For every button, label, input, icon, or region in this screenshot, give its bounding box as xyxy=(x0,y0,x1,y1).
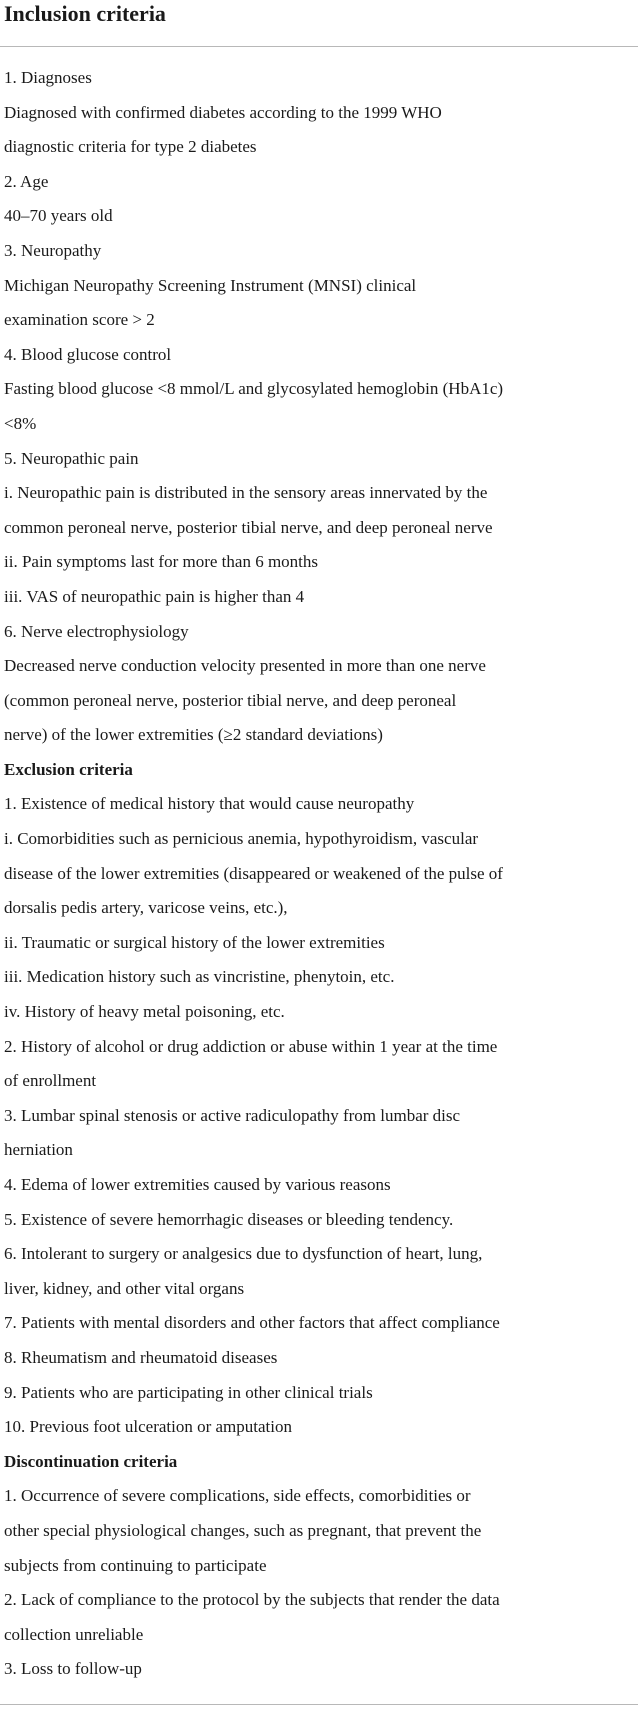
criteria-line: 10. Previous foot ulceration or amputation xyxy=(4,1417,292,1437)
criteria-line: (common peroneal nerve, posterior tibial nerve, and deep peroneal xyxy=(4,690,457,710)
criteria-line: iii. VAS of neuropathic pain is higher than 4 xyxy=(4,586,305,606)
criteria-line: 2. Lack of compliance to the protocol by the subjects that render the data xyxy=(4,1590,500,1610)
criteria-line: 1. Occurrence of severe complications, side effects, comorbidities or xyxy=(4,1486,471,1506)
criteria-line: of enrollment xyxy=(4,1071,97,1091)
criteria-line: 3. Lumbar spinal stenosis or active radiculopathy from lumbar disc xyxy=(4,1105,461,1125)
section-heading: Discontinuation criteria xyxy=(4,1451,178,1471)
top-rule xyxy=(0,46,638,47)
criteria-line: 3. Neuropathy xyxy=(4,240,102,260)
criteria-line: 1. Existence of medical history that would cause neuropathy xyxy=(4,794,415,814)
criteria-line: common peroneal nerve, posterior tibial nerve, and deep peroneal nerve xyxy=(4,517,493,537)
criteria-line: ii. Pain symptoms last for more than 6 months xyxy=(4,552,319,572)
criteria-line: 5. Neuropathic pain xyxy=(4,448,139,468)
criteria-line: 6. Intolerant to surgery or analgesics due to dysfunction of heart, lung, xyxy=(4,1244,483,1264)
criteria-line: Fasting blood glucose <8 mmol/L and glycosylated hemoglobin (HbA1c) xyxy=(4,379,504,399)
criteria-line: 8. Rheumatism and rheumatoid diseases xyxy=(4,1347,278,1367)
criteria-line: Decreased nerve conduction velocity presented in more than one nerve xyxy=(4,656,486,676)
criteria-list xyxy=(4,61,630,1687)
criteria-line: herniation xyxy=(4,1140,73,1160)
criteria-line: Diagnosed with confirmed diabetes according to the 1999 WHO xyxy=(4,102,442,122)
criteria-line: i. Comorbidities such as pernicious anemia, hypothyroidism, vascular xyxy=(4,829,479,849)
bottom-rule xyxy=(0,1704,638,1705)
criteria-line: 1. Diagnoses xyxy=(4,68,92,87)
criteria-line: collection unreliable xyxy=(4,1624,144,1644)
criteria-line: examination score > 2 xyxy=(4,310,155,330)
criteria-line: iv. History of heavy metal poisoning, etc. xyxy=(4,1002,285,1022)
criteria-line: 9. Patients who are participating in other clinical trials xyxy=(4,1382,373,1402)
criteria-line: nerve) of the lower extremities (≥2 standard deviations) xyxy=(4,725,383,745)
criteria-line: 3. Loss to follow-up xyxy=(4,1659,142,1679)
criteria-line: dorsalis pedis artery, varicose veins, etc.), xyxy=(4,898,288,918)
criteria-line: diagnostic criteria for type 2 diabetes xyxy=(4,137,257,157)
criteria-line: 7. Patients with mental disorders and other factors that affect compliance xyxy=(4,1313,500,1333)
criteria-line: i. Neuropathic pain is distributed in the sensory areas innervated by the xyxy=(4,483,488,503)
criteria-line: iii. Medication history such as vincristine, phenytoin, etc. xyxy=(4,967,395,987)
criteria-line: 2. Age xyxy=(4,171,49,191)
criteria-line: subjects from continuing to participate xyxy=(4,1555,267,1575)
criteria-line: 4. Blood glucose control xyxy=(4,344,172,364)
criteria-line: 40–70 years old xyxy=(4,206,113,226)
criteria-line: <8% xyxy=(4,413,37,433)
criteria-line: 2. History of alcohol or drug addiction or abuse within 1 year at the time xyxy=(4,1036,498,1056)
criteria-line: disease of the lower extremities (disappeared or weakened of the pulse of xyxy=(4,863,503,883)
criteria-line: other special physiological changes, such as pregnant, that prevent the xyxy=(4,1520,482,1540)
criteria-line: 5. Existence of severe hemorrhagic diseases or bleeding tendency. xyxy=(4,1209,454,1229)
criteria-line: 4. Edema of lower extremities caused by various reasons xyxy=(4,1175,391,1194)
criteria-line: liver, kidney, and other vital organs xyxy=(4,1278,245,1298)
criteria-line: 6. Nerve electrophysiology xyxy=(4,621,189,641)
table-title: Inclusion criteria xyxy=(4,1,166,26)
criteria-line: Michigan Neuropathy Screening Instrument (MNSI) clinical xyxy=(4,275,417,295)
criteria-line: ii. Traumatic or surgical history of the lower extremities xyxy=(4,932,385,952)
section-heading: Exclusion criteria xyxy=(4,759,133,779)
